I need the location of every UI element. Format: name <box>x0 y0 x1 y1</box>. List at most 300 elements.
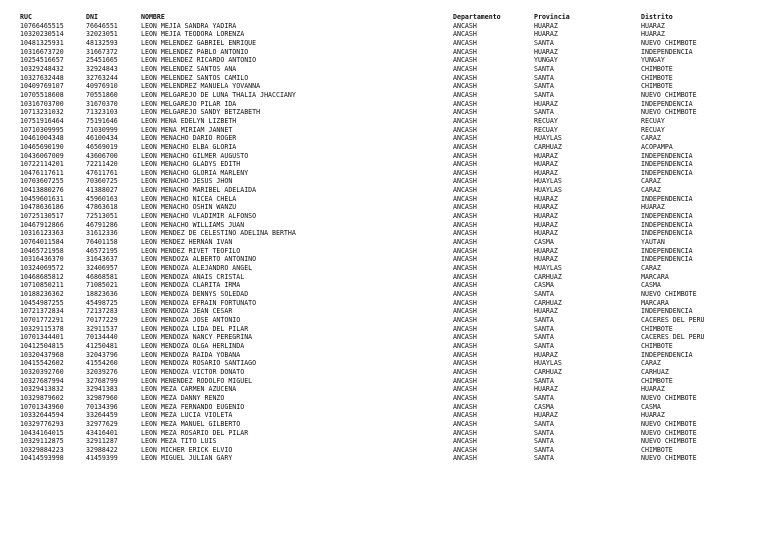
cell-nombre: LEON MENENDEZ RODOLFO MIGUEL <box>141 376 253 385</box>
cell-ruc: 10751916464 <box>20 116 64 125</box>
cell-distrito: YAUTAN <box>641 238 665 247</box>
cell-ruc: 10434164015 <box>20 428 64 437</box>
table-row <box>0 333 768 342</box>
cell-provincia: SANTA <box>534 419 554 428</box>
table-row <box>0 385 768 394</box>
cell-distrito: CARHUAZ <box>641 367 669 376</box>
cell-nombre: LEON MEJIA TEODORA LORENZA <box>141 30 245 39</box>
table-row <box>0 307 768 316</box>
cell-departamento: ANCASH <box>453 142 477 151</box>
cell-departamento: ANCASH <box>453 238 477 247</box>
cell-departamento: ANCASH <box>453 359 477 368</box>
cell-distrito: HUARAZ <box>641 30 665 39</box>
cell-provincia: SANTA <box>534 333 554 342</box>
cell-dni: 72137283 <box>86 307 118 316</box>
table-row <box>0 160 768 169</box>
cell-departamento: ANCASH <box>453 290 477 298</box>
cell-departamento: ANCASH <box>453 220 477 229</box>
table-row <box>0 264 768 273</box>
table-row <box>0 411 768 420</box>
cell-distrito: NUEVO CHIMBOTE <box>641 393 697 402</box>
cell-ruc: 10329879602 <box>20 393 64 402</box>
cell-distrito: INDEPENDENCIA <box>641 255 693 264</box>
cell-ruc: 10329413832 <box>20 385 64 394</box>
cell-distrito: INDEPENDENCIA <box>641 99 693 108</box>
cell-distrito: HUARAZ <box>641 203 665 212</box>
cell-ruc: 10329884223 <box>20 445 64 454</box>
table-row <box>0 65 768 74</box>
cell-distrito: CHIMBOTE <box>641 376 673 385</box>
cell-departamento: ANCASH <box>453 393 477 402</box>
table-row <box>0 39 768 48</box>
cell-provincia: CASMA <box>534 238 554 247</box>
cell-provincia: HUARAZ <box>534 151 558 160</box>
cell-distrito: RECUAY <box>641 125 665 134</box>
cell-ruc: 10725130517 <box>20 212 64 221</box>
cell-ruc: 10764011584 <box>20 238 64 247</box>
cell-distrito: RECUAY <box>641 116 665 125</box>
cell-provincia: SANTA <box>534 324 554 333</box>
table-row <box>0 325 768 334</box>
cell-ruc: 10467912866 <box>20 220 64 229</box>
cell-distrito: INDEPENDENCIA <box>641 220 693 229</box>
cell-provincia: SANTA <box>534 376 554 385</box>
table-body <box>0 22 768 463</box>
cell-nombre: LEON MEJIA SANDRA YADIRA <box>141 21 237 30</box>
table-row <box>0 342 768 351</box>
cell-nombre: LEON MENACHO NICEA CHELA <box>141 194 237 203</box>
cell-ruc: 10413880276 <box>20 186 64 195</box>
cell-ruc: 10476117611 <box>20 168 64 177</box>
table-row <box>0 203 768 212</box>
cell-departamento: ANCASH <box>453 428 477 437</box>
table-row <box>0 454 768 463</box>
cell-distrito: NUEVO CHIMBOTE <box>641 90 697 99</box>
cell-distrito: CARAZ <box>641 264 661 273</box>
cell-ruc: 10316703700 <box>20 99 64 108</box>
cell-distrito: CHIMBOTE <box>641 445 673 454</box>
cell-dni: 32911537 <box>86 324 118 333</box>
cell-departamento: ANCASH <box>453 90 477 99</box>
cell-provincia: YUNGAY <box>534 56 558 65</box>
cell-distrito: NUEVO CHIMBOTE <box>641 419 697 428</box>
cell-provincia: HUAYLAS <box>534 186 562 195</box>
cell-provincia: SANTA <box>534 82 554 91</box>
column-header-provincia: Provincia <box>534 13 570 21</box>
cell-ruc: 10320392760 <box>20 367 64 376</box>
cell-ruc: 10703607255 <box>20 177 64 186</box>
cell-dni: 76646551 <box>86 21 118 30</box>
cell-departamento: ANCASH <box>453 272 477 281</box>
cell-dni: 41554260 <box>86 359 118 368</box>
cell-departamento: ANCASH <box>453 82 477 91</box>
cell-provincia: SANTA <box>534 64 554 73</box>
cell-ruc: 10316673720 <box>20 47 64 56</box>
cell-dni: 31643637 <box>86 255 118 264</box>
cell-ruc: 10465690190 <box>20 142 64 151</box>
table-row <box>0 22 768 31</box>
cell-ruc: 10329112875 <box>20 437 64 446</box>
table-row <box>0 229 768 238</box>
cell-distrito: CARAZ <box>641 186 661 195</box>
cell-nombre: LEON MELENDEZ SANTOS CAMILO <box>141 73 249 82</box>
table-row <box>0 377 768 386</box>
table-row <box>0 126 768 135</box>
cell-departamento: ANCASH <box>453 125 477 134</box>
cell-ruc: 10465721958 <box>20 246 64 255</box>
cell-ruc: 10721372834 <box>20 307 64 316</box>
document-page <box>0 13 768 463</box>
cell-nombre: LEON MENACHO OSHIN WANZU <box>141 203 237 212</box>
cell-dni: 70134396 <box>86 402 118 411</box>
table-row <box>0 359 768 368</box>
cell-departamento: ANCASH <box>453 116 477 125</box>
cell-ruc: 10436067009 <box>20 151 64 160</box>
cell-departamento: ANCASH <box>453 419 477 428</box>
cell-nombre: LEON MENDOZA JOSE ANTONIO <box>141 315 241 324</box>
cell-provincia: HUARAZ <box>534 30 558 39</box>
cell-nombre: LEON MENACHO DARIO ROGER <box>141 134 237 143</box>
cell-provincia: SANTA <box>534 393 554 402</box>
cell-dni: 18823636 <box>86 290 118 298</box>
cell-dni: 70551860 <box>86 90 118 99</box>
cell-provincia: SANTA <box>534 90 554 99</box>
table-row <box>0 108 768 117</box>
cell-ruc: 10415542602 <box>20 359 64 368</box>
cell-distrito: HUARAZ <box>641 21 665 30</box>
cell-dni: 70134440 <box>86 333 118 342</box>
table-row <box>0 134 768 143</box>
table-row <box>0 117 768 126</box>
cell-dni: 45960163 <box>86 194 118 203</box>
cell-provincia: HUARAZ <box>534 307 558 316</box>
cell-provincia: SANTA <box>534 428 554 437</box>
cell-dni: 48132593 <box>86 38 118 47</box>
cell-distrito: INDEPENDENCIA <box>641 307 693 316</box>
cell-dni: 25451665 <box>86 56 118 65</box>
cell-provincia: CARHUAZ <box>534 298 562 307</box>
cell-dni: 47611761 <box>86 168 118 177</box>
cell-ruc: 10705518608 <box>20 90 64 99</box>
cell-distrito: HUARAZ <box>641 385 665 394</box>
cell-dni: 32987960 <box>86 393 118 402</box>
cell-dni: 31670370 <box>86 99 118 108</box>
cell-dni: 71323103 <box>86 108 118 117</box>
table-row <box>0 299 768 308</box>
table-row <box>0 56 768 65</box>
column-header-dni: DNI <box>86 13 98 21</box>
cell-nombre: LEON MELENDEZ GABRIEL ENRIQUE <box>141 38 257 47</box>
cell-nombre: LEON MENDOZA RAIDA YOBANA <box>141 350 241 359</box>
cell-provincia: HUARAZ <box>534 229 558 238</box>
cell-ruc: 10327632448 <box>20 73 64 82</box>
cell-departamento: ANCASH <box>453 402 477 411</box>
cell-provincia: SANTA <box>534 445 554 454</box>
cell-ruc: 10412504815 <box>20 341 64 350</box>
table-row <box>0 143 768 152</box>
cell-nombre: LEON MENACHO JESUS JHON <box>141 177 233 186</box>
cell-departamento: ANCASH <box>453 30 477 39</box>
cell-distrito: YUNGAY <box>641 56 665 65</box>
table-row <box>0 177 768 186</box>
cell-departamento: ANCASH <box>453 376 477 385</box>
table-row <box>0 91 768 100</box>
cell-nombre: LEON MENACHO ELBA GLORIA <box>141 142 237 151</box>
cell-departamento: ANCASH <box>453 229 477 238</box>
cell-provincia: HUARAZ <box>534 99 558 108</box>
cell-dni: 71030999 <box>86 125 118 134</box>
cell-dni: 41459399 <box>86 454 118 463</box>
cell-distrito: INDEPENDENCIA <box>641 151 693 160</box>
cell-departamento: ANCASH <box>453 324 477 333</box>
cell-nombre: LEON MELENDEZ SANTOS ANA <box>141 64 237 73</box>
cell-departamento: ANCASH <box>453 73 477 82</box>
cell-provincia: HUAYLAS <box>534 264 562 273</box>
cell-dni: 32988422 <box>86 445 118 454</box>
cell-ruc: 10468685812 <box>20 272 64 281</box>
cell-provincia: HUARAZ <box>534 246 558 255</box>
cell-provincia: CARHUAZ <box>534 142 562 151</box>
cell-distrito: INDEPENDENCIA <box>641 194 693 203</box>
cell-departamento: ANCASH <box>453 333 477 342</box>
cell-nombre: LEON MENACHO MARIBEL ADELAIDA <box>141 186 257 195</box>
cell-dni: 46569019 <box>86 142 118 151</box>
cell-nombre: LEON MENDOZA LIDA DEL PILAR <box>141 324 249 333</box>
cell-nombre: LEON MELENDEZ RICARDO ANTONIO <box>141 56 257 65</box>
cell-nombre: LEON MENA MIRIAM JANNET <box>141 125 233 134</box>
cell-dni: 32768799 <box>86 376 118 385</box>
cell-ruc: 10329776293 <box>20 419 64 428</box>
cell-provincia: HUARAZ <box>534 21 558 30</box>
cell-departamento: ANCASH <box>453 151 477 160</box>
table-row <box>0 394 768 403</box>
cell-departamento: ANCASH <box>453 177 477 186</box>
cell-nombre: LEON MEZA FERNANDO EUGENIO <box>141 402 245 411</box>
cell-distrito: CACERES DEL PERU <box>641 333 705 342</box>
cell-nombre: LEON MENDEZ RIVET TEOFILO <box>141 246 241 255</box>
cell-dni: 41250481 <box>86 341 118 350</box>
cell-departamento: ANCASH <box>453 341 477 350</box>
cell-dni: 72211420 <box>86 160 118 169</box>
cell-distrito: INDEPENDENCIA <box>641 350 693 359</box>
cell-nombre: LEON MENDOZA CLARITA IRMA <box>141 281 241 290</box>
cell-dni: 32763244 <box>86 73 118 82</box>
cell-departamento: ANCASH <box>453 168 477 177</box>
column-header-distrito: Distrito <box>641 13 673 21</box>
cell-departamento: ANCASH <box>453 56 477 65</box>
cell-distrito: INDEPENDENCIA <box>641 47 693 56</box>
cell-ruc: 10701343960 <box>20 402 64 411</box>
cell-departamento: ANCASH <box>453 186 477 195</box>
cell-nombre: LEON MIGUEL JULIAN GARY <box>141 454 233 463</box>
table-row <box>0 351 768 360</box>
cell-nombre: LEON MENDOZA NANCY PEREGRINA <box>141 333 253 342</box>
cell-departamento: ANCASH <box>453 64 477 73</box>
table-row <box>0 74 768 83</box>
cell-distrito: INDEPENDENCIA <box>641 212 693 221</box>
cell-departamento: ANCASH <box>453 307 477 316</box>
cell-departamento: ANCASH <box>453 437 477 446</box>
cell-distrito: INDEPENDENCIA <box>641 168 693 177</box>
cell-ruc: 10701344401 <box>20 333 64 342</box>
table-row <box>0 30 768 39</box>
cell-ruc: 10461004348 <box>20 134 64 143</box>
cell-nombre: LEON MENDOZA VICTOR DONATO <box>141 367 245 376</box>
cell-departamento: ANCASH <box>453 411 477 420</box>
cell-nombre: LEON MENDOZA EFRAIN FORTUNATO <box>141 298 257 307</box>
cell-ruc: 10710309995 <box>20 125 64 134</box>
cell-departamento: ANCASH <box>453 47 477 56</box>
cell-distrito: ACOPAMPA <box>641 142 673 151</box>
cell-nombre: LEON MELGAREJO DE LUNA THALIA JHACCIANY <box>141 90 296 99</box>
cell-provincia: HUAYLAS <box>534 359 562 368</box>
cell-provincia: SANTA <box>534 315 554 324</box>
table-row <box>0 273 768 282</box>
cell-provincia: RECUAY <box>534 116 558 125</box>
cell-distrito: INDEPENDENCIA <box>641 246 693 255</box>
cell-nombre: LEON MICHER ERICK ELVIO <box>141 445 233 454</box>
column-header-departamento: Departamento <box>453 13 501 21</box>
cell-provincia: SANTA <box>534 73 554 82</box>
cell-ruc: 10414593998 <box>20 454 64 463</box>
cell-ruc: 10713231032 <box>20 108 64 117</box>
column-header-ruc: RUC <box>20 13 32 21</box>
table-row <box>0 429 768 438</box>
cell-distrito: MARCARA <box>641 272 669 281</box>
cell-ruc: 10701772291 <box>20 315 64 324</box>
cell-nombre: LEON MELGAREJO PILAR IDA <box>141 99 237 108</box>
cell-provincia: CARHUAZ <box>534 367 562 376</box>
cell-dni: 33264459 <box>86 411 118 420</box>
cell-dni: 32039276 <box>86 367 118 376</box>
cell-departamento: ANCASH <box>453 298 477 307</box>
cell-departamento: ANCASH <box>453 160 477 169</box>
table-row <box>0 403 768 412</box>
cell-provincia: HUARAZ <box>534 385 558 394</box>
cell-ruc: 10320437968 <box>20 350 64 359</box>
cell-distrito: CASMA <box>641 402 661 411</box>
cell-distrito: MARCARA <box>641 298 669 307</box>
table-row <box>0 290 768 299</box>
cell-departamento: ANCASH <box>453 454 477 463</box>
cell-ruc: 10710850211 <box>20 281 64 290</box>
cell-departamento: ANCASH <box>453 367 477 376</box>
cell-provincia: HUARAZ <box>534 47 558 56</box>
cell-nombre: LEON MELENDREZ MANUELA YOVANNA <box>141 82 261 91</box>
table-row <box>0 368 768 377</box>
cell-provincia: SANTA <box>534 454 554 463</box>
cell-distrito: CHIMBOTE <box>641 73 673 82</box>
cell-departamento: ANCASH <box>453 38 477 47</box>
cell-distrito: CACERES DEL PERU <box>641 315 705 324</box>
cell-departamento: ANCASH <box>453 108 477 117</box>
cell-dni: 43416401 <box>86 428 118 437</box>
cell-distrito: CARAZ <box>641 359 661 368</box>
cell-provincia: HUARAZ <box>534 411 558 420</box>
cell-ruc: 10327687994 <box>20 376 64 385</box>
cell-provincia: HUARAZ <box>534 255 558 264</box>
cell-distrito: INDEPENDENCIA <box>641 160 693 169</box>
table-row <box>0 212 768 221</box>
cell-departamento: ANCASH <box>453 255 477 264</box>
cell-nombre: LEON MENDEZ HERNAN IVAN <box>141 238 233 247</box>
cell-departamento: ANCASH <box>453 21 477 30</box>
cell-nombre: LEON MENA EDELYN LIZBETH <box>141 116 237 125</box>
cell-dni: 31667372 <box>86 47 118 56</box>
cell-nombre: LEON MENDOZA DENNYS SOLEDAD <box>141 290 249 298</box>
cell-provincia: HUARAZ <box>534 194 558 203</box>
table-row <box>0 247 768 256</box>
cell-departamento: ANCASH <box>453 264 477 273</box>
cell-departamento: ANCASH <box>453 350 477 359</box>
cell-dni: 32043796 <box>86 350 118 359</box>
cell-ruc: 10478636186 <box>20 203 64 212</box>
cell-nombre: LEON MENACHO WILLIAMS JUAN <box>141 220 245 229</box>
cell-distrito: NUEVO CHIMBOTE <box>641 38 697 47</box>
table-row <box>0 281 768 290</box>
cell-distrito: NUEVO CHIMBOTE <box>641 454 697 463</box>
cell-ruc: 10409769107 <box>20 82 64 91</box>
cell-departamento: ANCASH <box>453 281 477 290</box>
column-header-nombre: NOMBRE <box>141 13 165 21</box>
cell-dni: 41388027 <box>86 186 118 195</box>
cell-dni: 32977629 <box>86 419 118 428</box>
cell-dni: 72513051 <box>86 212 118 221</box>
cell-ruc: 10316436370 <box>20 255 64 264</box>
cell-nombre: LEON MENDOZA ROSARIO SANTIAGO <box>141 359 257 368</box>
cell-dni: 46100434 <box>86 134 118 143</box>
cell-departamento: ANCASH <box>453 212 477 221</box>
cell-departamento: ANCASH <box>453 99 477 108</box>
cell-nombre: LEON MENDEZ DE CELESTINO ADELINA BERTHA <box>141 229 296 238</box>
table-row <box>0 316 768 325</box>
table-row <box>0 100 768 109</box>
cell-provincia: HUARAZ <box>534 350 558 359</box>
cell-dni: 70177229 <box>86 315 118 324</box>
cell-departamento: ANCASH <box>453 134 477 143</box>
cell-distrito: CARAZ <box>641 177 661 186</box>
cell-nombre: LEON MEZA CARMEN AZUCENA <box>141 385 237 394</box>
cell-dni: 40976910 <box>86 82 118 91</box>
cell-ruc: 10320230514 <box>20 30 64 39</box>
cell-provincia: HUARAZ <box>534 160 558 169</box>
cell-dni: 70360725 <box>86 177 118 186</box>
cell-provincia: SANTA <box>534 38 554 47</box>
table-row <box>0 48 768 57</box>
cell-provincia: HUARAZ <box>534 212 558 221</box>
cell-nombre: LEON MEZA DANNY RENZO <box>141 393 225 402</box>
cell-provincia: SANTA <box>534 341 554 350</box>
cell-ruc: 10481325931 <box>20 38 64 47</box>
cell-dni: 32924843 <box>86 64 118 73</box>
cell-ruc: 10722114201 <box>20 160 64 169</box>
cell-dni: 43606700 <box>86 151 118 160</box>
cell-dni: 32911287 <box>86 437 118 446</box>
cell-nombre: LEON MENDOZA ALBERTO ANTONINO <box>141 255 257 264</box>
cell-dni: 32941383 <box>86 385 118 394</box>
cell-departamento: ANCASH <box>453 385 477 394</box>
cell-ruc: 10254516657 <box>20 56 64 65</box>
cell-ruc: 10332644594 <box>20 411 64 420</box>
cell-provincia: RECUAY <box>534 125 558 134</box>
cell-distrito: CASMA <box>641 281 661 290</box>
cell-dni: 32023051 <box>86 30 118 39</box>
cell-ruc: 10188236362 <box>20 290 64 298</box>
cell-ruc: 10329115378 <box>20 324 64 333</box>
cell-distrito: CHIMBOTE <box>641 324 673 333</box>
cell-dni: 47863618 <box>86 203 118 212</box>
cell-distrito: NUEVO CHIMBOTE <box>641 290 697 298</box>
